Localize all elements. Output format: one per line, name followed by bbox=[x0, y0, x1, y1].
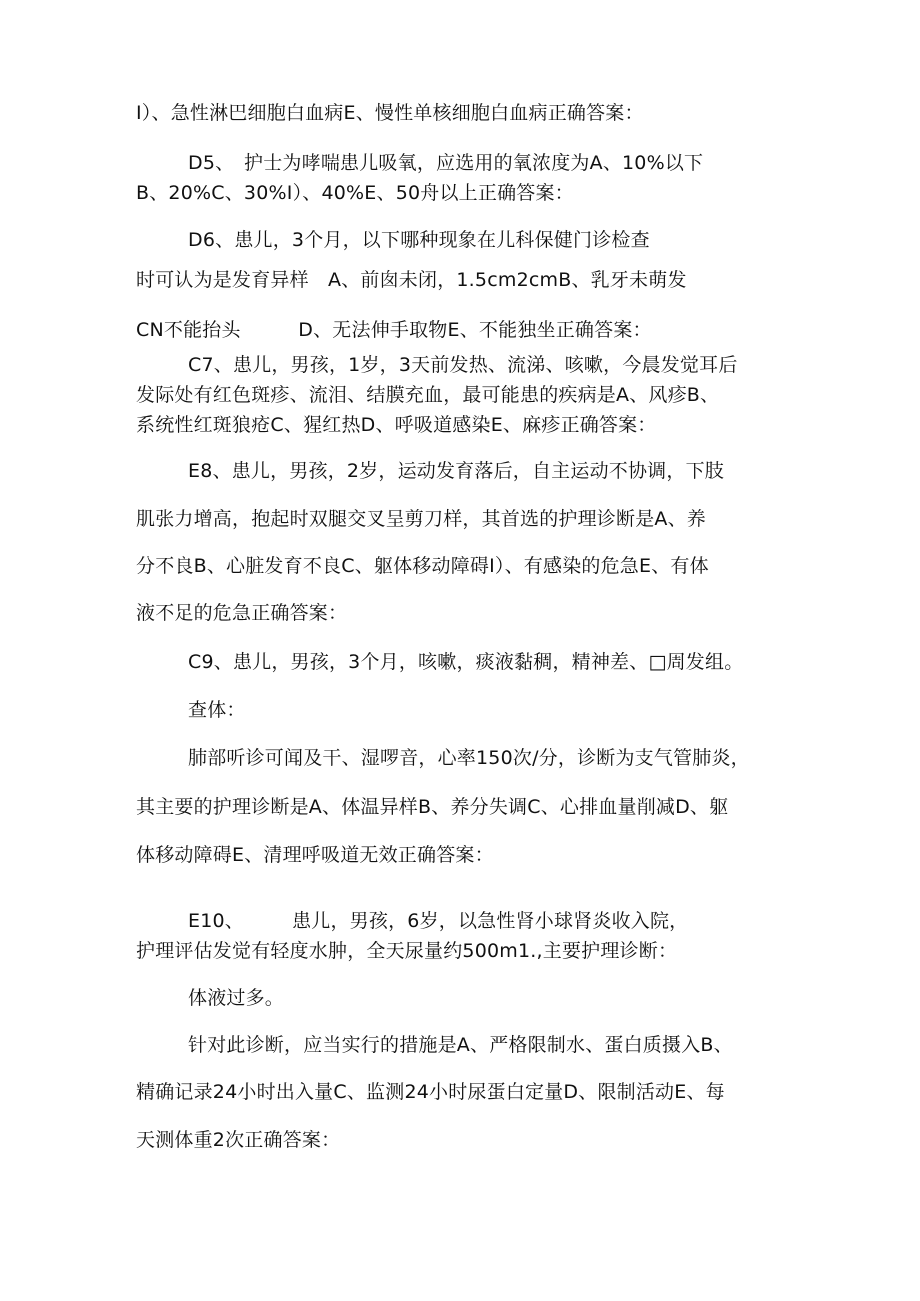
text-line: B、20%C、30%I）、40%E、50舟以上正确答案： bbox=[136, 182, 574, 204]
text-line: E10、 患儿，男孩，6岁，以急性肾小球肾炎收入院， bbox=[188, 910, 689, 932]
text-line: 发际处有红色斑疹、流泪、结膜充血，最可能患的疾病是A、风疹B、 bbox=[136, 384, 720, 406]
text-line: I）、急性淋巴细胞白血病E、慢性单核细胞白血病正确答案： bbox=[136, 102, 644, 124]
text-line: 体液过多。 bbox=[188, 987, 285, 1009]
text-line: 液不足的危急正确答案： bbox=[136, 602, 348, 624]
text-line: 精确记录24小时出入量C、监测24小时尿蛋白定量D、限制活动E、每 bbox=[136, 1081, 725, 1103]
text-line: 肺部听诊可闻及干、湿啰音，心率150次/分，诊断为支气管肺炎， bbox=[188, 747, 750, 769]
text-line: 天测体重2次正确答案： bbox=[136, 1129, 341, 1151]
text-line: 时可认为是发育异样 A、前囱未闭，1.5cm2cmB、乳牙未萌发 bbox=[136, 269, 687, 291]
text-line: C7、患儿，男孩，1岁，3天前发热、流涕、咳嗽，今晨发觉耳后 bbox=[188, 354, 738, 376]
text-line: 分不良B、心脏发育不良C、躯体移动障碍I）、有感染的危急E、有体 bbox=[136, 555, 709, 577]
text-line: D5、 护士为哮喘患儿吸氧，应选用的氧浓度为A、10%以下 bbox=[188, 152, 704, 174]
text-line: 针对此诊断，应当实行的措施是A、严格限制水、蛋白质摄入B、 bbox=[188, 1034, 733, 1056]
text-line: 其主要的护理诊断是A、体温异样B、养分失调C、心排血量削减D、躯 bbox=[136, 796, 729, 818]
text-line: 系统性红斑狼疮C、猩红热D、呼吸道感染E、麻疹正确答案： bbox=[136, 414, 657, 436]
text-line: 护理评估发觉有轻度水肿，全天尿量约500m1.,主要护理诊断： bbox=[136, 940, 678, 962]
text-line: 查体： bbox=[188, 699, 246, 721]
text-line: 肌张力增高，抱起时双腿交叉呈剪刀样，其首选的护理诊断是A、养 bbox=[136, 508, 706, 530]
text-line: 体移动障碍E、清理呼吸道无效正确答案： bbox=[136, 844, 494, 866]
text-line: C9、患儿，男孩，3个月，咳嗽，痰液黏稠，精神差、□周发组。 bbox=[188, 651, 744, 673]
text-line: D6、患儿，3个月，以下哪种现象在儿科保健门诊检查 bbox=[188, 229, 650, 251]
text-line: E8、患儿，男孩，2岁，运动发育落后，自主运动不协调，下肢 bbox=[188, 460, 724, 482]
text-line: CN不能抬头 D、无法伸手取物E、不能独坐正确答案： bbox=[136, 319, 652, 341]
